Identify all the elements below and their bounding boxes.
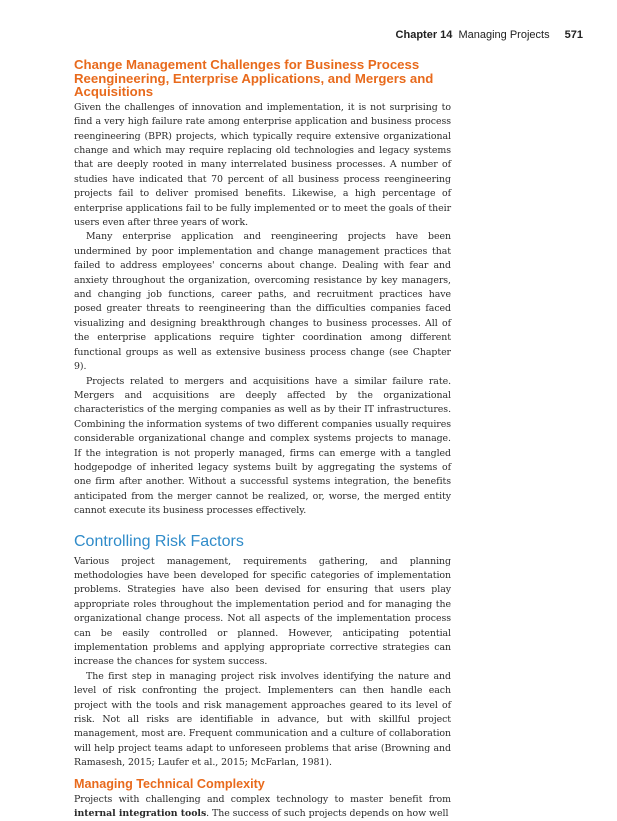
chapter-label: Chapter 14: [395, 29, 453, 41]
body-paragraph: [74, 793, 451, 821]
body-paragraph: The first step in managing project risk involves identifying the nature and level of risk confronting the project. Implementers can then handle each project with the tools and risk management approaches geared to its level of risk. Not all risks are identifiable in advance, but with skillful project management, most are. Frequent communication and a culture of collaboration will help project teams adapt to unforeseen problems that arise (Browning and Ramasesh, 2015; Laufer et al., 2015; McFarlan, 1981).: [74, 670, 451, 769]
body-paragraph: Given the challenges of innovation and implementation, it is not surprising to find a very high failure rate among enterprise application and business process reengineering (BPR) projects, which typically require extensive organizational change and which may require replacing old technologies and legacy systems that are deeply rooted in many interrelated business processes. A number of studies have indicated that 70 percent of all business process reengineering projects fail to deliver promised benefits. Likewise, a high percentage of enterprise applications fail to be fully implemented or to meet the goals of their users even after three years of work.: [74, 101, 451, 229]
paragraph-text: . The success of such projects depends on how well: [206, 808, 449, 820]
page-body: [74, 58, 451, 821]
subsection-heading-technical-complexity: Managing Technical Complexity: [74, 776, 265, 791]
running-header: [396, 29, 583, 41]
page-number: 571: [564, 29, 583, 41]
section-heading-controlling-risk: Controlling Risk Factors: [74, 532, 244, 550]
key-term: internal integration tools: [74, 808, 207, 820]
section-heading-change-management: Change Management Challenges for Business Process Reengineering, Enterprise Applications, and Mergers and Acquisitions: [74, 57, 434, 100]
chapter-title: Managing Projects: [458, 29, 550, 41]
paragraph-text: Projects with challenging and complex technology to master benefit from: [74, 793, 451, 805]
body-paragraph: Various project management, requirements gathering, and planning methodologies have been developed for specific categories of implementation problems. Strategies have also been devised for ensuring that users play appropriate roles throughout the implementation period and for managing the organizational change process. Not all aspects of the implementation process can be easily controlled or planned. However, anticipating potential implementation problems and applying appropriate corrective strategies can increase the chances for system success.: [74, 555, 451, 668]
body-paragraph: Many enterprise application and reengineering projects have been undermined by poor implementation and change management practices that failed to address employees' concerns about change. Dealing with fear and anxiety throughout the organization, overcoming resistance by key managers, and changing job functions, career paths, and recruitment practices have posed greater threats to reengineering than the difficulties companies faced visualizing and designing breakthrough changes to business processes. All of the enterprise applications require tighter coordination among different functional groups as well as extensive business process change (see Chapter 9).: [74, 231, 451, 373]
body-paragraph: Projects related to mergers and acquisitions have a similar failure rate. Mergers and acquisitions are deeply affected by the organizational characteristics of the merging companies as well as by their IT infrastructures. Combining the information systems of two different companies usually requires considerable organizational change and complex systems projects to manage. If the integration is not properly managed, firms can emerge with a tangled hodgepodge of inherited legacy systems built by aggregating the systems of one firm after another. Without a successful systems integration, the benefits anticipated from the merger cannot be realized, or, worse, the merged entity cannot execute its business processes effectively.: [74, 375, 451, 517]
